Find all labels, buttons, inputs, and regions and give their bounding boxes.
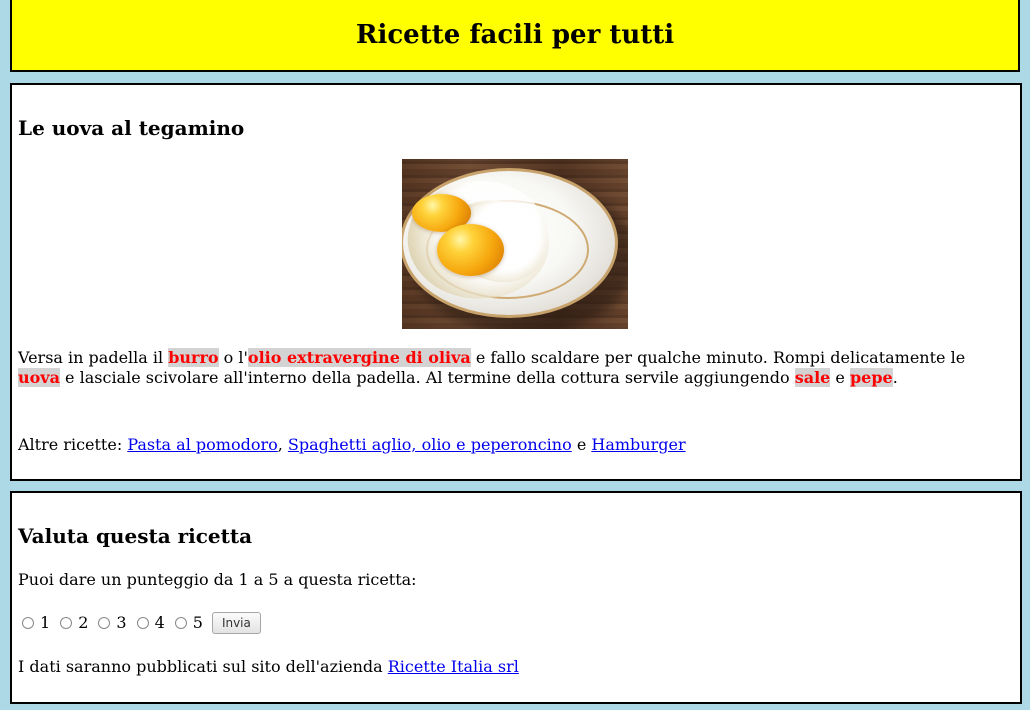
rating-radio-1[interactable] [22,617,34,629]
site-title: Ricette facili per tutti [355,20,675,50]
site-header [10,0,1020,72]
ingredient-butter: burro [168,348,219,367]
ingredient-olive-oil: olio extravergine di oliva [247,348,471,367]
instruction-text: o l' [218,348,248,367]
link-separator: , [277,435,288,454]
link-conjunction: e [571,435,592,454]
ingredient-eggs: uova [18,368,60,387]
white-plate [402,168,618,318]
recipe-instructions [18,348,998,388]
rating-radio-3[interactable] [98,617,110,629]
ingredient-salt: sale [794,368,831,387]
rating-form [22,611,261,635]
egg-yolk [437,224,504,276]
instruction-text: e fallo scaldare per qualche minuto. Rompi delicatamente le [470,348,966,367]
instruction-text: Versa in padella il [18,348,169,367]
link-hamburger[interactable]: Hamburger [591,435,686,454]
more-recipes-label: Altre ricette: [18,435,128,454]
company-link[interactable]: Ricette Italia srl [387,657,519,676]
rating-radio-5[interactable] [175,617,187,629]
rating-option-2: 2 [78,613,89,632]
rating-title: Valuta questa ricetta [18,524,253,548]
submit-rating-button[interactable]: Invia [212,612,261,634]
more-recipes [18,435,686,455]
instruction-text: e [830,368,850,387]
publication-note-text: I dati saranno pubblicati sul sito dell'azienda [18,657,388,676]
recipe-card [10,83,1022,481]
rating-option-1: 1 [40,613,51,632]
rating-option-3: 3 [116,613,127,632]
publication-note [18,657,519,677]
rating-option-4: 4 [154,613,165,632]
link-spaghetti-aglio-olio-peperoncino[interactable]: Spaghetti aglio, olio e peperoncino [287,435,572,454]
instruction-text: . [892,368,898,387]
rating-radio-2[interactable] [60,617,72,629]
recipe-title: Le uova al tegamino [18,116,245,140]
fried-eggs-photo [402,159,628,329]
link-pasta-al-pomodoro[interactable]: Pasta al pomodoro [127,435,278,454]
rating-radio-4[interactable] [137,617,149,629]
instruction-text: e lasciale scivolare all'interno della padella. Al termine della cottura servile aggiungendo [59,368,795,387]
ingredient-pepper: pepe [849,368,893,387]
rating-card [10,491,1022,704]
rating-option-5: 5 [192,613,203,632]
rating-description: Puoi dare un punteggio da 1 a 5 a questa ricetta: [18,570,417,589]
